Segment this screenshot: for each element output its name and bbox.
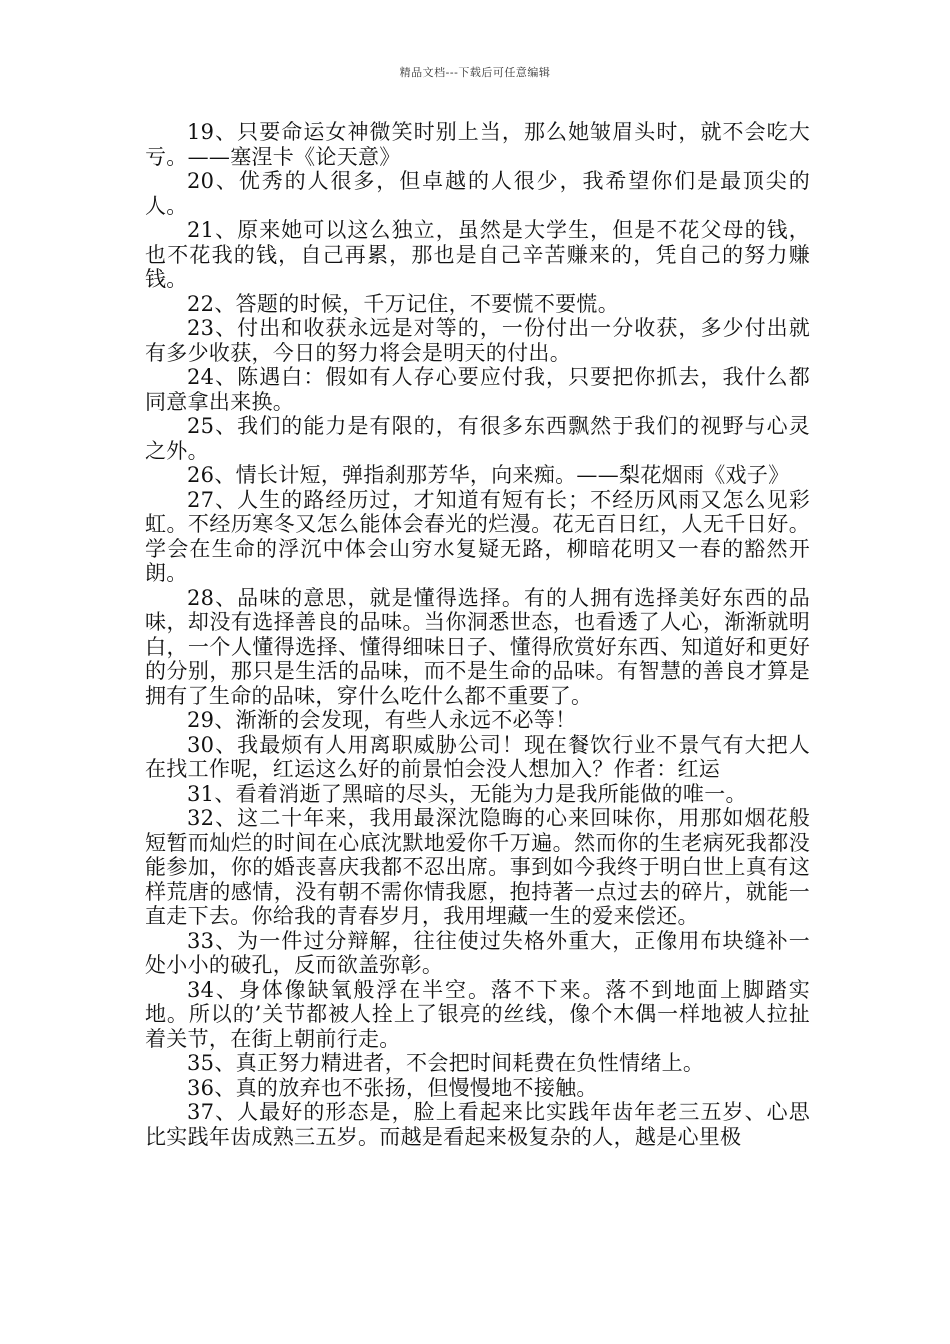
paragraph: 34、身体像缺氧般浮在半空。落不下来。落不到地面上脚踏实地。所以的’关节都被人拴上了银亮的丝线，像个木偶一样地被人拉扯着关节，在街上朝前行走。 (145, 977, 810, 1051)
paragraph: 27、人生的路经历过，才知道有短有长；不经历风雨又怎么见彩虹。不经历寒冬又怎么能体会春光的烂漫。花无百日红，人无千日好。学会在生命的浮沉中体会山穷水复疑无路，柳暗花明又一春的豁然开朗。 (145, 487, 810, 585)
paragraph: 25、我们的能力是有限的，有很多东西飘然于我们的视野与心灵之外。 (145, 414, 810, 463)
paragraph: 19、只要命运女神微笑时别上当，那么她皱眉头时，就不会吃大亏。——塞涅卡《论天意》 (145, 120, 810, 169)
document-body (145, 120, 810, 1149)
paragraph: 22、答题的时候，千万记住，不要慌不要慌。 (187, 291, 620, 316)
paragraph: 35、真正努力精进者，不会把时间耗费在负性情绪上。 (187, 1051, 705, 1075)
paragraph: 24、陈遇白：假如有人存心要应付我，只要把你抓去，我什么都同意拿出来换。 (145, 365, 810, 414)
paragraph: 31、看着消逝了黑暗的尽头，无能为力是我所能做的唯一。 (187, 781, 747, 806)
paragraph: 36、真的放弃也不张扬，但慢慢地不接触。 (187, 1075, 598, 1100)
paragraph: 28、品味的意思，就是懂得选择。有的人拥有选择美好东西的品味，却没有选择善良的品味。当你洞悉世态，也看透了人心，渐渐就明白，一个人懂得选择、懂得细味日子、懂得欣赏好东西、知道好和更好的分别，那只是生活的品味，而不是生命的品味。有智慧的善良才算是拥有了生命的品味，穿什么吃什么都不重要了。 (145, 585, 810, 708)
paragraph: 37、人最好的形态是，脸上看起来比实践年齿年老三五岁、心思比实践年齿成熟三五岁。而越是看起来极复杂的人，越是心里极 (145, 1100, 810, 1149)
paragraph: 30、我最烦有人用离职威胁公司！现在餐饮行业不景气有大把人在找工作呢，红运这么好的前景怕会没人想加入？作者：红运 (145, 732, 810, 781)
paragraph: 26、情长计短，弹指刹那芳华，向来痴。——梨花烟雨《戏子》 (187, 463, 790, 487)
paragraph: 21、原来她可以这么独立，虽然是大学生，但是不花父母的钱，也不花我的钱，自己再累，那也是自己辛苦赚来的，凭自己的努力赚钱。 (145, 218, 810, 291)
paragraph: 20、优秀的人很多，但卓越的人很少，我希望你们是最顶尖的人。 (145, 169, 810, 218)
paragraph: 32、这二十年来，我用最深沈隐晦的心来回味你，用那如烟花般短暂而灿烂的时间在心底沈默地爱你千万遍。然而你的生老病死我都没能参加，你的婚丧喜庆我都不忍出席。事到如今我终于明白世上真有这样荒唐的感情，没有朝不需你情我愿，抱持著一点过去的碎片，就能一直走下去。你给我的青春岁月，我用埋藏一生的爱来偿还。 (145, 806, 810, 928)
paragraph: 23、付出和收获永远是对等的，一份付出一分收获，多少付出就有多少收获，今日的努力将会是明天的付出。 (145, 316, 810, 365)
page-header: 精品文档---下载后可任意编辑 (399, 66, 551, 79)
paragraph: 33、为一件过分辩解，往往使过失格外重大，正像用布块缝补一处小小的破孔，反而欲盖弥彰。 (145, 928, 810, 977)
paragraph: 29、渐渐的会发现，有些人永远不必等！ (187, 708, 577, 732)
